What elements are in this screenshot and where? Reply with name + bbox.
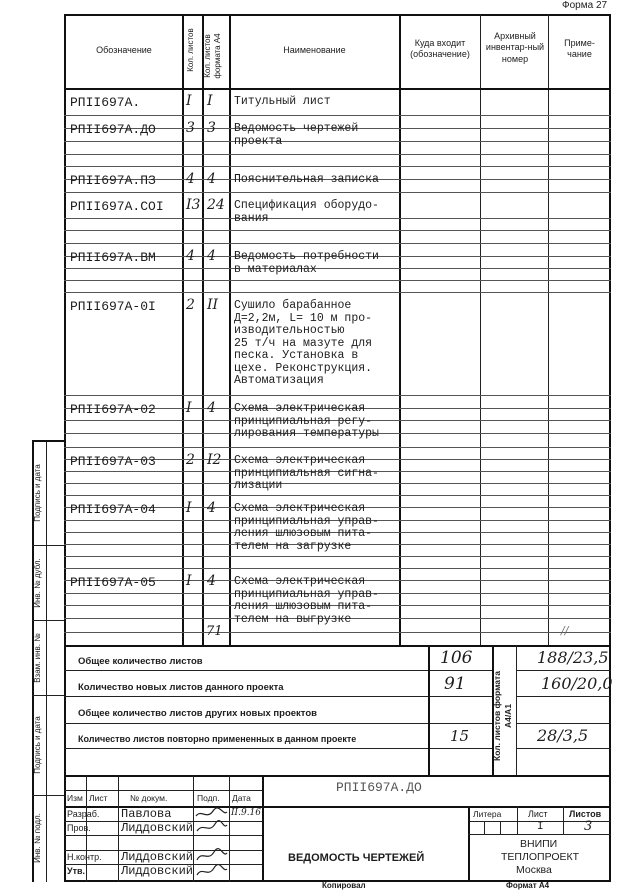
- row-code: РПII697А-04: [70, 502, 156, 517]
- tb-col: [500, 821, 501, 834]
- row-code: РПII697А.ДО: [70, 122, 156, 137]
- doc-title: ВЕДОМОСТЬ ЧЕРТЕЖЕЙ: [288, 852, 425, 864]
- row-line: [64, 280, 611, 281]
- header-bottom-line: [64, 88, 611, 90]
- row-line: [64, 568, 611, 569]
- new-sheets-a4: 160/20,0: [541, 674, 613, 693]
- signature-strokes: [193, 806, 229, 882]
- row-name: Схема электрическая принципиальная сигна- лизации: [234, 454, 379, 492]
- row-name: Спецификация оборудо- вания: [234, 199, 379, 225]
- tb-col: [262, 775, 264, 882]
- row-name: Пояснительная записка: [234, 173, 379, 186]
- row-sheets: I: [186, 573, 192, 589]
- row-line: [64, 154, 611, 155]
- org-line1: ВНИПИ: [520, 838, 558, 850]
- header-notes: Приме-чание: [564, 38, 595, 60]
- tb-col: [229, 775, 230, 882]
- doc-code: РПII697А.ДО: [336, 780, 422, 795]
- totals-line: [516, 723, 611, 724]
- row-line: [64, 166, 611, 167]
- tb-line: [468, 834, 611, 835]
- col-line-notes: [548, 14, 549, 645]
- checked-label: Пров.: [67, 823, 91, 833]
- dev-date: II.9.16: [231, 808, 262, 818]
- row-sheets: I: [186, 500, 192, 516]
- developed-label: Разраб.: [67, 809, 100, 819]
- row-sheets-a4: 4: [207, 248, 216, 264]
- row-sheets: I: [186, 400, 192, 416]
- other-sheets-label: Общее количество листов других новых проектов: [78, 708, 317, 719]
- frame-left-line: [64, 14, 66, 882]
- header-sheet-count-a4: Кол. листов формата А4: [203, 33, 222, 79]
- side-label-replace-inv: Взам. инв. №: [33, 633, 42, 683]
- row-sheets: 2: [186, 297, 195, 313]
- row-sheets: 4: [186, 171, 195, 187]
- side-label-inv-orig: Инв. № подл.: [33, 813, 42, 863]
- row-sheets-a4: I2: [207, 452, 222, 468]
- col-docnum: № докум.: [130, 793, 168, 803]
- row-name: Сушило барабанное Д=2,2м, L= 10 м про- изводительностью 25 т/ч на мазуте для песка. Установка в цехе. Реконструкция. Автоматизация: [234, 299, 373, 387]
- sheet-value: I: [537, 821, 544, 833]
- header-archive-number: Архивный инвентар-ный номер: [485, 31, 545, 64]
- total-sheets-value: 106: [440, 648, 473, 668]
- column-total: 71: [206, 624, 223, 639]
- tb-col: [563, 806, 564, 834]
- row-code: РПII697А-05: [70, 575, 156, 590]
- row-code: РПII697А.СОI: [70, 199, 164, 214]
- footer-format: Формат А4: [506, 881, 550, 890]
- tb-col: [484, 821, 485, 834]
- sheet-label: Лист: [528, 809, 548, 819]
- totals-line: [516, 670, 611, 671]
- row-name: Схема электрическая принципиальная управ- ления шлюзовым пита- телем на загрузке: [234, 502, 379, 553]
- row-sheets: I: [186, 93, 192, 109]
- side-label-sign-date-1: Подпись и дата: [33, 464, 42, 522]
- col-line-archive: [480, 14, 481, 645]
- col-sheet: Лист: [89, 793, 108, 803]
- row-line: [64, 192, 611, 193]
- col-line-sheets: [182, 14, 184, 645]
- total-sheets-label: Общее количество листов: [78, 656, 203, 667]
- row-line: [64, 292, 611, 293]
- side-strip-inner-line: [46, 440, 47, 882]
- totals-bottom-line: [64, 775, 611, 777]
- norm-name: Лиддовский: [121, 850, 194, 864]
- sheets-label: Листов: [569, 809, 602, 819]
- total-sheets-a4: 188/23,5: [537, 648, 609, 667]
- row-line: [64, 632, 611, 633]
- totals-top-line: [64, 645, 611, 647]
- row-sheets: 3: [186, 120, 195, 136]
- row-code: РПII697А-0I: [70, 299, 156, 314]
- developed-name: Павлова: [121, 807, 172, 821]
- new-sheets-label: Количество новых листов данного проекта: [78, 682, 284, 693]
- form-label: Форма 27: [562, 0, 608, 11]
- row-code: РПII697А.ВМ: [70, 250, 156, 265]
- row-line: [64, 115, 611, 116]
- row-code: РПII697А-03: [70, 454, 156, 469]
- row-sheets-a4: 24: [207, 197, 225, 213]
- checked-name: Лиддовский: [121, 821, 194, 835]
- header-where-used: Куда входит (обозначение): [410, 38, 470, 60]
- row-sheets-a4: 3: [207, 120, 216, 136]
- footer-copied: Копировал: [322, 881, 366, 890]
- header-sheet-count: Кол. листов: [186, 28, 195, 72]
- org-line2: ТЕПЛОПРОЕКТ: [501, 851, 580, 863]
- norm-label: Н.контр.: [67, 852, 102, 862]
- row-name: Ведомость потребности в материалах: [234, 250, 379, 276]
- tb-col: [468, 806, 470, 882]
- row-sheets: 4: [186, 248, 195, 264]
- side-label-inv-dupl: Инв. № дубл.: [33, 558, 42, 608]
- col-sign: Подп.: [197, 793, 220, 803]
- row-code: РПII697А-02: [70, 402, 156, 417]
- frame-top-line: [64, 14, 611, 16]
- totals-col: [428, 645, 430, 775]
- frame-right-line: [609, 14, 611, 882]
- col-date: Дата: [232, 793, 251, 803]
- col-line-name: [229, 14, 231, 645]
- row-name: Ведомость чертежей проекта: [234, 122, 359, 148]
- row-line: [64, 230, 611, 231]
- row-line: [64, 447, 611, 448]
- reused-sheets-a4: 28/3,5: [537, 726, 589, 745]
- row-line: [64, 395, 611, 396]
- row-line: [64, 495, 611, 496]
- totals-line: [516, 696, 611, 697]
- new-sheets-value: 91: [444, 674, 466, 694]
- row-line: [64, 243, 611, 244]
- letter-label: Литера: [473, 809, 502, 819]
- header-name: Наименование: [283, 45, 346, 55]
- approved-name: Лиддовский: [121, 864, 194, 878]
- row-sheets-a4: 4: [207, 171, 216, 187]
- row-line: [64, 556, 611, 557]
- a4-column-label: Кол. листов формата А4/А1: [492, 671, 513, 761]
- tb-col: [517, 806, 518, 834]
- row-sheets-a4: 4: [207, 400, 216, 416]
- header-designation: Обозначение: [96, 45, 152, 55]
- col-change: Изм: [67, 793, 83, 803]
- org-line3: Москва: [516, 864, 552, 876]
- reused-sheets-label: Количество листов повторно примененных в данном проекте: [78, 734, 357, 744]
- row-code: РПII697А.ПЗ: [70, 173, 156, 188]
- approved-label: Утв.: [67, 866, 86, 876]
- row-name: Титульный лист: [234, 95, 331, 108]
- tb-col: [118, 775, 119, 882]
- row-name: Схема электрическая принципиальная управ- ления шлюзовым пита- телем на выгрузке: [234, 575, 379, 626]
- totals-line: [516, 748, 611, 749]
- row-sheets-a4: I: [207, 93, 213, 109]
- side-label-sign-date-2: Подпись и дата: [33, 716, 42, 774]
- tb-line: [64, 790, 262, 791]
- row-sheets-a4: 4: [207, 500, 216, 516]
- row-code: РПII697А.: [70, 95, 141, 110]
- side-divider: [32, 795, 64, 796]
- row-sheets-a4: 4: [207, 573, 216, 589]
- row-name: Схема электрическая принципиальная регу- лирования температуры: [234, 402, 379, 440]
- row-sheets: 2: [186, 452, 195, 468]
- col-line-where: [399, 14, 401, 645]
- tb-line: [64, 835, 262, 836]
- sheets-value: 3: [584, 819, 593, 834]
- col-line-a4: [202, 14, 204, 645]
- row-sheets: I3: [186, 197, 201, 213]
- totals-col: [516, 645, 517, 775]
- reused-sheets-value: 15: [450, 727, 470, 745]
- row-sheets-a4: II: [207, 297, 219, 313]
- archive-mark: //: [561, 624, 569, 637]
- side-strip-top-line: [32, 440, 66, 442]
